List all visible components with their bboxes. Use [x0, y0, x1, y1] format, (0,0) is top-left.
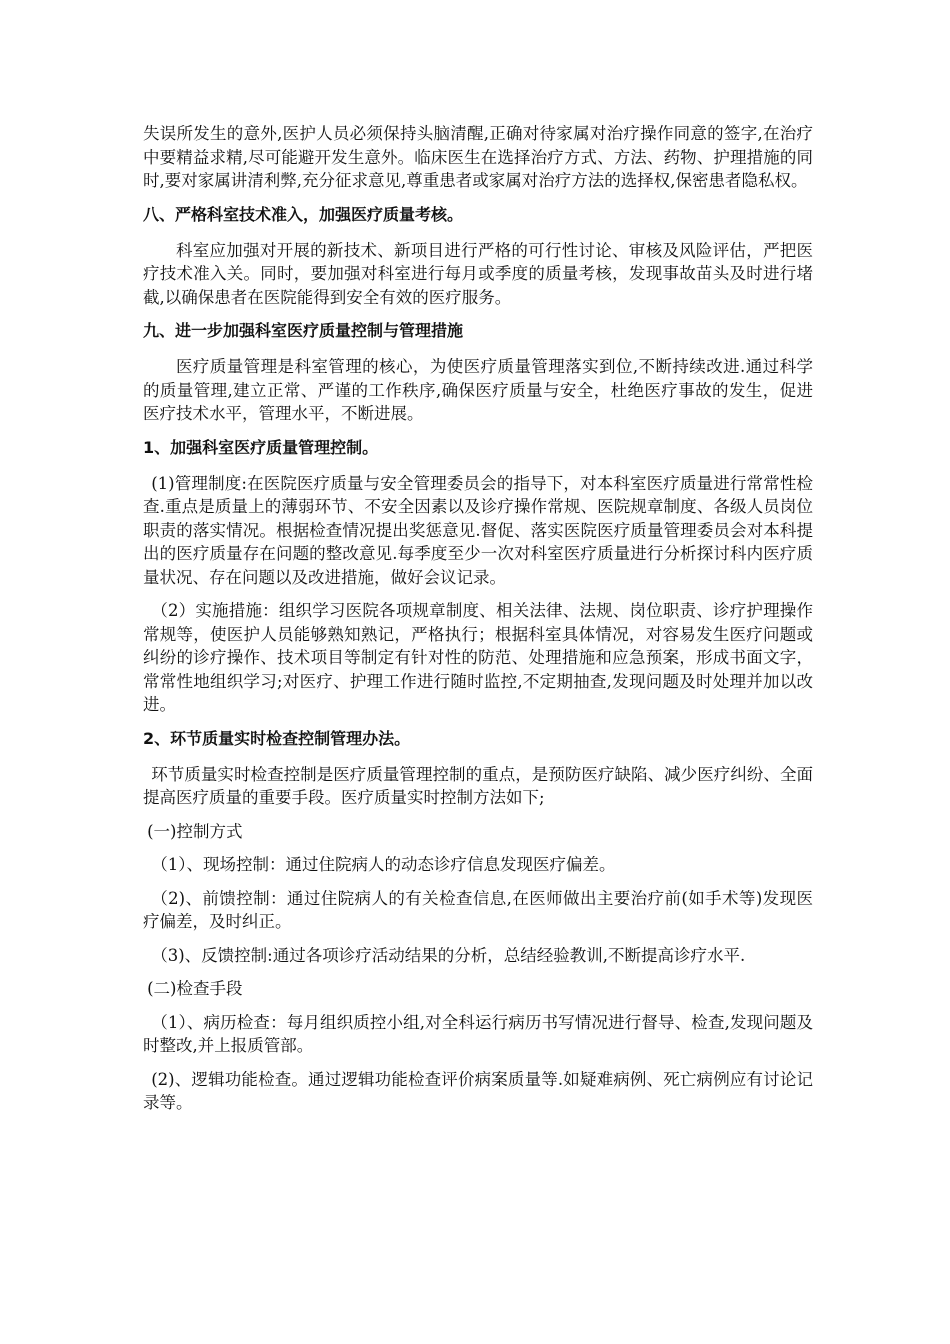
- section-heading-8: 八、严格科室技术准入，加强医疗质量考核。: [143, 204, 464, 224]
- paragraph-tech-access: 科室应加强对开展的新技术、新项目进行严格的可行性讨论、审核及风险评估，严把医疗技术准入关。同时，要加强对科室进行每月或季度的质量考核，发现事故苗头及时进行堵截,以确保患者在医院能得到安全有效的医疗服务。: [143, 240, 813, 307]
- list-heading-control-methods: (一)控制方式: [147, 821, 243, 841]
- subheading-2: 2、环节质量实时检查控制管理办法。: [143, 728, 411, 748]
- paragraph-quality-core: 医疗质量管理是科室管理的核心，为使医疗质量管理落实到位,不断持续改进.通过科学的质量管理,建立正常、严谨的工作秩序,确保医疗质量与安全，杜绝医疗事故的发生，促进医疗技术水平，管理水平，不断进展。: [143, 357, 813, 423]
- list-item-record-check: （1）、病历检查：每月组织质控小组,对全科运行病历书写情况进行督导、检查,发现问题及时整改,并上报质管部。: [143, 1012, 813, 1055]
- paragraph-intro: 失误所发生的意外,医护人员必须保持头脑清醒,正确对待家属对治疗操作同意的签字,在治疗中要精益求精,尽可能避开发生意外。临床医生在选择治疗方式、方法、药物、护理措施的同时,要对家属讲清利弊,充分征求意见,尊重患者或家属对治疗方法的选择权,保密患者隐私权。: [143, 124, 813, 190]
- section-heading-9: 九、进一步加强科室医疗质量控制与管理措施: [143, 321, 464, 340]
- paragraph-realtime-control: 环节质量实时检查控制是医疗质量管理控制的重点，是预防医疗缺陷、减少医疗纠纷、全面提高医疗质量的重要手段。医疗质量实时控制方法如下;: [143, 764, 813, 807]
- subheading-1: 1、加强科室医疗质量管理控制。: [143, 437, 379, 457]
- list-item-feedforward-control: （2)、前馈控制：通过住院病人的有关检查信息,在医师做出主要治疗前(如手术等)发现医疗偏差，及时纠正。: [143, 888, 813, 931]
- paragraph-implementation: （2）实施措施：组织学习医院各项规章制度、相关法律、法规、岗位职责、诊疗护理操作常规等，使医护人员能够熟知熟记，严格执行；根据科室具体情况，对容易发生医疗问题或纠纷的诊疗操作、技术项目等制定有针对性的防范、处理措施和应急预案，形成书面文字，常常性地组织学习;对医疗、护理工作进行随时监控,不定期抽查,发现问题及时处理并加以改进。: [143, 601, 813, 714]
- list-item-feedback-control: （3)、反馈控制:通过各项诊疗活动结果的分析，总结经验教训,不断提高诊疗水平.: [151, 945, 746, 965]
- list-item-onsite-control: （1）、现场控制：通过住院病人的动态诊疗信息发现医疗偏差。: [151, 855, 616, 874]
- list-heading-inspection-means: (二)检查手段: [147, 979, 243, 998]
- document-body: [143, 122, 813, 1125]
- paragraph-management-system: (1)管理制度:在医院医疗质量与安全管理委员会的指导下，对本科室医疗质量进行常常性检查.重点是质量上的薄弱环节、不安全因素以及诊疗操作常规、医院规章制度、各级人员岗位职责的落实情况。根据检查情况提出奖惩意见.督促、落实医院医疗质量管理委员会对本科提出的医疗质量存在问题的整改意见.每季度至少一次对科室医疗质量进行分析探讨科内医疗质量状况、存在问题以及改进措施，做好会议记录。: [143, 473, 813, 587]
- list-item-logic-check: (2)、逻辑功能检查。通过逻辑功能检查评价病案质量等.如疑难病例、死亡病例应有讨论记录等。: [143, 1069, 813, 1112]
